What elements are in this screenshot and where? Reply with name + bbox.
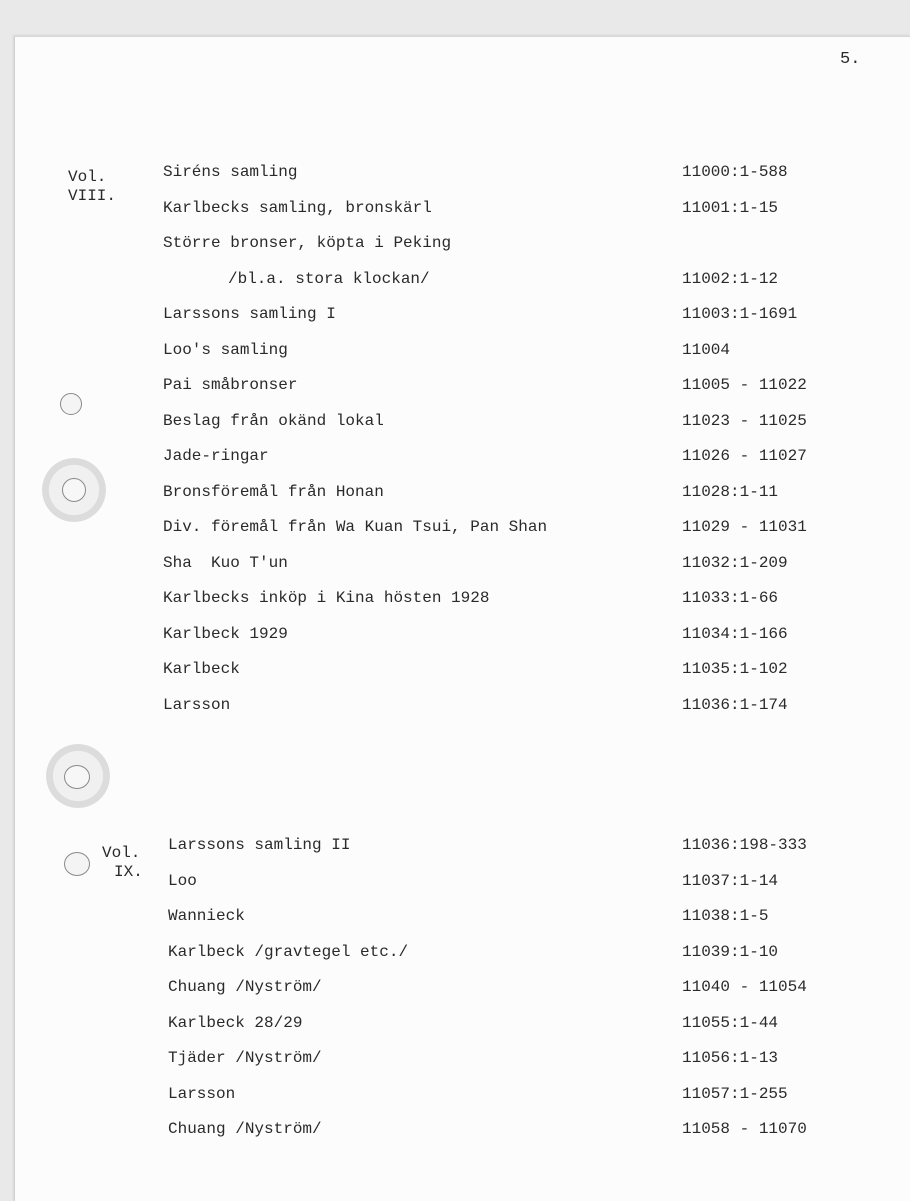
entry-number: 11057:1-255 <box>682 1085 788 1103</box>
entry-number: 11056:1-13 <box>682 1049 779 1067</box>
entry-number: 11023 - 11025 <box>682 412 807 430</box>
entry-number: 11000:1-588 <box>682 163 788 181</box>
entry-number: 11055:1-44 <box>682 1014 779 1032</box>
entry-title: Chuang /Nyström/ <box>168 1120 322 1138</box>
entry-title: Jade-ringar <box>163 447 269 465</box>
entry-title: Sha Kuo T'un <box>163 554 288 572</box>
entry-title: Pai småbronser <box>163 376 298 394</box>
entry-number: 11026 - 11027 <box>682 447 807 465</box>
entry-title: Karlbeck <box>163 660 240 678</box>
punch-hole <box>60 393 82 415</box>
entry-number: 11036:1-174 <box>682 696 788 714</box>
entry-title: Larsson <box>168 1085 236 1103</box>
entry-number: 11058 - 11070 <box>682 1120 807 1138</box>
entry-title: Karlbecks inköp i Kina hösten 1928 <box>163 589 490 607</box>
entry-title: Loo's samling <box>163 341 288 359</box>
volume-label-line: Vol. <box>102 844 141 862</box>
entry-title: Siréns samling <box>163 163 298 181</box>
entry-number: 11002:1-12 <box>682 270 779 288</box>
entry-number: 11004 <box>682 341 731 359</box>
entry-number: 11033:1-66 <box>682 589 779 607</box>
entry-number: 11003:1-1691 <box>682 305 798 323</box>
entry-title: Beslag från okänd lokal <box>163 412 384 430</box>
entry-title: Larssons samling I <box>163 305 336 323</box>
entry-number: 11028:1-11 <box>682 483 779 501</box>
entry-title: Karlbeck /gravtegel etc./ <box>168 943 409 961</box>
volume-label-ix <box>102 844 143 882</box>
entry-number: 11034:1-166 <box>682 625 788 643</box>
entry-title: Chuang /Nyström/ <box>168 978 322 996</box>
volume-label-line: Vol. <box>68 168 107 186</box>
punch-hole <box>64 852 90 876</box>
volume-label-viii <box>68 168 116 206</box>
volume-label-line: IX. <box>114 863 143 881</box>
entry-title: /bl.a. stora klockan/ <box>228 270 430 288</box>
entry-title: Wannieck <box>168 907 245 925</box>
punch-hole <box>42 458 106 522</box>
punch-hole <box>46 744 110 808</box>
entry-title: Larsson <box>163 696 231 714</box>
entry-title: Tjäder /Nyström/ <box>168 1049 322 1067</box>
page-number: 5. <box>840 50 861 69</box>
entry-number: 11035:1-102 <box>682 660 788 678</box>
entry-title: Karlbecks samling, bronskärl <box>163 199 432 217</box>
entry-number: 11040 - 11054 <box>682 978 807 996</box>
entry-number: 11037:1-14 <box>682 872 779 890</box>
entry-title: Larssons samling II <box>168 836 351 854</box>
entry-number: 11036:198-333 <box>682 836 807 854</box>
entry-title: Loo <box>168 872 197 890</box>
entry-number: 11029 - 11031 <box>682 518 807 536</box>
entry-number: 11038:1-5 <box>682 907 769 925</box>
entry-title: Div. föremål från Wa Kuan Tsui, Pan Shan <box>163 518 548 536</box>
entry-title: Bronsföremål från Honan <box>163 483 384 501</box>
volume-label-line: VIII. <box>68 187 117 205</box>
entry-number: 11032:1-209 <box>682 554 788 572</box>
entry-number: 11005 - 11022 <box>682 376 807 394</box>
entry-number: 11001:1-15 <box>682 199 779 217</box>
entry-number: 11039:1-10 <box>682 943 779 961</box>
entry-title: Karlbeck 28/29 <box>168 1014 303 1032</box>
entry-title: Karlbeck 1929 <box>163 625 288 643</box>
entry-title: Större bronser, köpta i Peking <box>163 234 452 252</box>
